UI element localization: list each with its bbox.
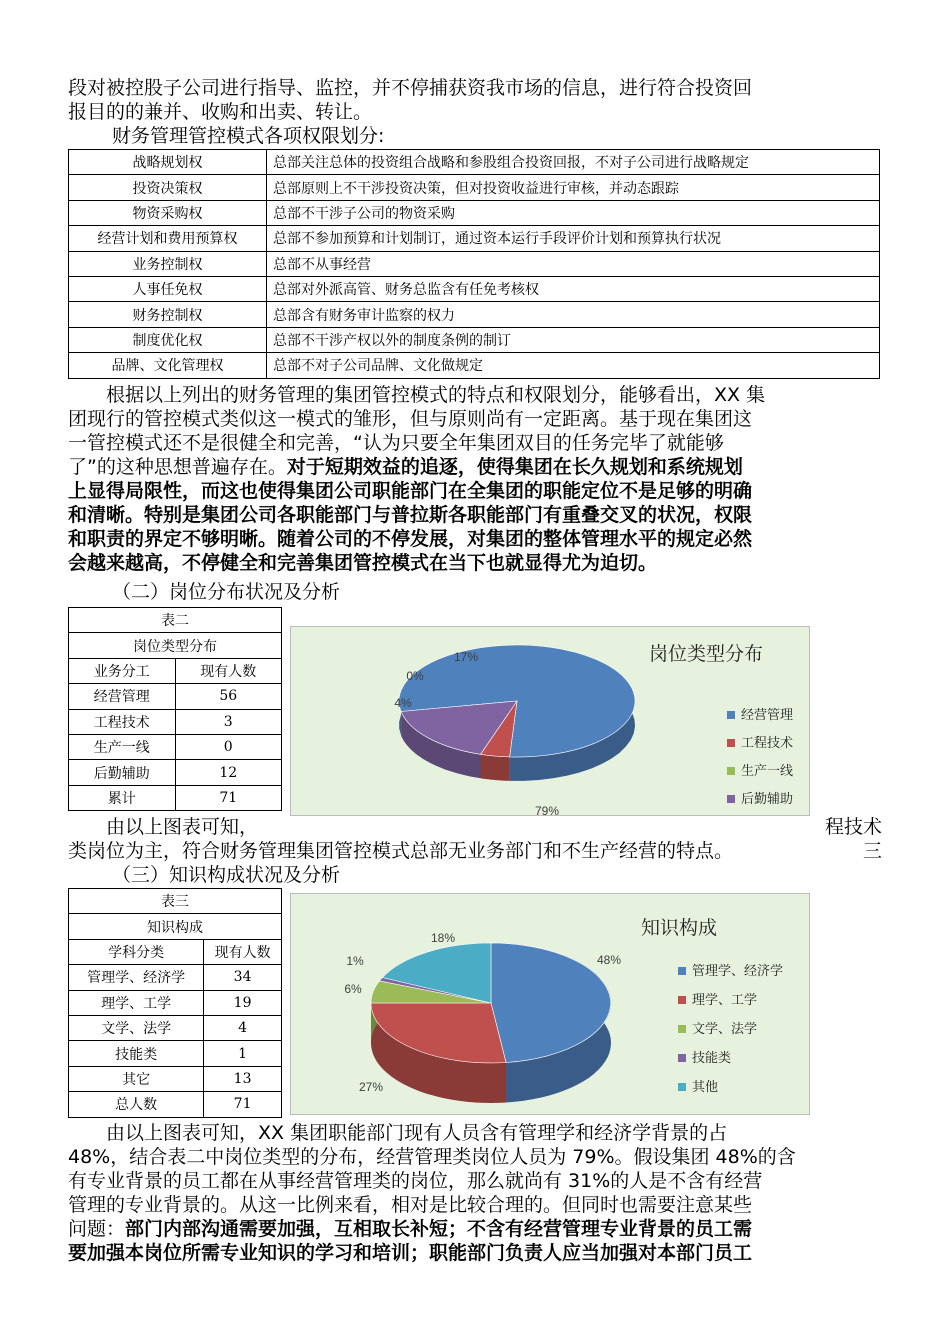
position-table-header-count: 现有人数 [175,658,282,683]
analysis-bold-line-3: 和职责的界定不够明晰。随着公司的不停发展，对集团的整体管理水平的规定必然 [68,528,753,550]
permission-row [69,226,880,251]
legend-entry: 生产一线 [741,764,794,779]
position-table-header-category: 业务分工 [69,658,176,683]
permission-row [69,353,880,378]
table-subtitle-row [69,914,282,939]
permission-description: 总部不从事经营 [267,251,880,276]
analysis-line-3: 一管控模式还不是很健全和完善，“认为只要全年集团双目的任务完毕了就能够 [68,432,724,454]
knowledge-table-row-count: 19 [204,990,282,1015]
table-row [69,684,282,709]
knowledge-table-row-category: 总人数 [69,1092,204,1117]
analysis-line-4-bold: 对于短期效益的追逐，使得集团在长久规划和系统规划 [286,456,743,478]
chart-title: 岗位类型分布 [649,643,764,665]
section-3-analysis-line-6: 要加强本岗位所需专业知识的学习和培训；职能部门负责人应当加强对本部门员工 [68,1242,753,1264]
legend-entry: 后勤辅助 [741,792,794,807]
permissions-table [68,149,880,379]
legend-swatch [678,1083,686,1091]
legend-swatch [678,996,686,1004]
position-table-row-count: 3 [175,709,282,734]
knowledge-table [68,888,282,1118]
permission-right: 品牌、文化管理权 [69,353,267,378]
analysis-bold-line-2: 和清晰。特别是集团公司各职能部门与普拉斯各职能部门有重叠交叉的状况，权限 [68,504,753,526]
legend-entry: 文学、法学 [692,1022,758,1037]
knowledge-pie-svg [291,894,809,1114]
position-table-row-category: 工程技术 [69,709,176,734]
position-table-row-count: 56 [175,684,282,709]
table-row [69,1092,282,1117]
position-table-row-count: 12 [175,760,282,785]
table-row [69,1041,282,1066]
permissions-heading: 财务管理管控模式各项权限划分: [112,125,385,147]
legend-swatch [727,711,735,719]
permission-row [69,175,880,200]
permission-description: 总部关注总体的投资组合战略和参股组合投资回报，不对子公司进行战略规定 [267,150,880,175]
section-2-heading: （二）岗位分布状况及分析 [112,581,341,603]
section-3-analysis-line-4: 管理的专业背景的。从这一比例来看，相对是比较合理的。但同时也需要注意某些 [68,1194,753,1216]
table-subtitle-row [69,633,282,658]
knowledge-table-row-category: 管理学、经济学 [69,965,204,990]
intro-line-1: 段对被控股子公司进行指导、监控，并不停捕获资我市场的信息，进行符合投资回 [68,77,753,99]
knowledge-table-row-count: 71 [204,1092,282,1117]
permission-description: 总部含有财务审计监察的权力 [267,302,880,327]
chart-title: 知识构成 [641,917,718,939]
knowledge-table-row-count: 4 [204,1015,282,1040]
section-3-analysis-line-2: 48%，结合表二中岗位类型的分布，经营管理类岗位人员为 79%。假设集团 48%的含 [68,1146,796,1168]
position-table-row-category: 经营管理 [69,684,176,709]
knowledge-table-row-category: 理学、工学 [69,990,204,1015]
permission-right: 人事任免权 [69,276,267,301]
legend-entry: 理学、工学 [692,993,758,1008]
legend-swatch [727,739,735,747]
analysis-bold-line-4: 会越来越高，不停健全和完善集团管控模式在当下也就显得尤为迫切。 [68,552,658,574]
table-caption-row [69,608,282,633]
permission-description: 总部不对子公司品牌、文化做规定 [267,353,880,378]
permission-row [69,200,880,225]
legend-swatch [678,1054,686,1062]
analysis-line-4-plain: 了”的这种思想普遍存在。 [68,456,287,478]
table-row [69,965,282,990]
knowledge-table-row-category: 其它 [69,1066,204,1091]
legend-swatch [678,967,686,975]
pie-data-label: 48% [596,953,622,967]
knowledge-table-row-category: 文学、法学 [69,1015,204,1040]
section-3-analysis-line-3: 有专业背景的员工都在从事经营管理类的岗位，那么就尚有 31%的人是不含有经营 [68,1170,763,1192]
permission-description: 总部不干涉产权以外的制度条例的制订 [267,327,880,352]
knowledge-table-row-count: 1 [204,1041,282,1066]
permission-row [69,251,880,276]
pie-data-label: 17% [453,650,479,664]
pie-data-label: 4% [394,696,412,710]
permission-right: 业务控制权 [69,251,267,276]
legend-swatch [678,1025,686,1033]
permission-row [69,302,880,327]
knowledge-table-subtitle: 知识构成 [69,914,282,939]
position-table-subtitle: 岗位类型分布 [69,633,282,658]
table-row [69,709,282,734]
analysis-bold-line-1: 上显得局限性，而这也使得集团公司职能部门在全集团的职能定位不是足够的明确 [68,480,753,502]
knowledge-pie-chart [290,893,810,1115]
permission-right: 战略规划权 [69,150,267,175]
table-row [69,760,282,785]
knowledge-table-row-count: 13 [204,1066,282,1091]
pie-data-label: 27% [358,1080,384,1094]
permission-right: 制度优化权 [69,327,267,352]
table-row [69,1015,282,1040]
position-table [68,607,282,811]
position-pie-svg [291,627,809,815]
section-2-summary-line-2: 类岗位为主，符合财务管理集团管控模式总部无业务部门和不生产经营的特点。 [68,840,734,862]
table-row [69,785,282,810]
section-3-analysis-line-1: 由以上图表可知，XX 集团职能部门现有人员含有管理学和经济学背景的占 [106,1122,728,1144]
permission-description: 总部不干涉子公司的物资采购 [267,200,880,225]
legend-entry: 工程技术 [741,736,794,751]
analysis-line-4 [68,455,880,479]
table-caption-row [69,889,282,914]
permission-right: 投资决策权 [69,175,267,200]
legend-entry: 管理学、经济学 [692,964,784,979]
knowledge-table-header-category: 学科分类 [69,939,204,964]
section-3-analysis-line-5 [68,1217,880,1241]
pie-data-label: 18% [430,931,456,945]
knowledge-table-row-count: 34 [204,965,282,990]
position-table-caption: 表二 [69,608,282,633]
pie-data-label: 1% [346,954,364,968]
position-pie-chart [290,626,810,816]
permission-row [69,327,880,352]
legend-entry: 经营管理 [741,708,794,723]
analysis-line-2: 团现行的管控模式类似这一模式的雏形，但与原则尚有一定距离。基于现在集团这 [68,408,753,430]
pie-data-label: 6% [344,982,362,996]
section-2-summary-right: 程技术三 [824,816,882,862]
permission-row [69,150,880,175]
position-table-row-count: 71 [175,785,282,810]
table-row [69,990,282,1015]
position-table-row-count: 0 [175,734,282,759]
permission-description: 总部原则上不干涉投资决策，但对投资收益进行审核，并动态跟踪 [267,175,880,200]
section-3-line-5-plain: 问题： [68,1218,126,1240]
permission-right: 财务控制权 [69,302,267,327]
position-table-row-category: 后勤辅助 [69,760,176,785]
analysis-line-1: 根据以上列出的财务管理的集团管控模式的特点和权限划分，能够看出，XX 集 [106,384,766,406]
pie-data-label: 0% [406,669,424,683]
permission-row [69,276,880,301]
pie-side-1 [481,754,510,781]
knowledge-table-row-category: 技能类 [69,1041,204,1066]
table-header-row [69,658,282,683]
table-row [69,1066,282,1091]
intro-line-2: 报目的的兼并、收购和出卖、转让。 [68,101,373,123]
pie-data-label: 79% [534,804,560,815]
section-3-heading: （三）知识构成状况及分析 [112,864,341,886]
permission-description: 总部不参加预算和计划制订，通过资本运行手段评价计划和预算执行状况 [267,226,880,251]
table-header-row [69,939,282,964]
section-2-summary-left: 由以上图表可知， [106,816,259,838]
knowledge-table-caption: 表三 [69,889,282,914]
legend-entry: 技能类 [692,1051,732,1066]
legend-entry: 其他 [692,1080,719,1095]
position-table-row-category: 累计 [69,785,176,810]
legend-swatch [727,767,735,775]
knowledge-table-header-count: 现有人数 [204,939,282,964]
permission-right: 物资采购权 [69,200,267,225]
legend-swatch [727,795,735,803]
table-row [69,734,282,759]
permission-right: 经营计划和费用预算权 [69,226,267,251]
position-table-row-category: 生产一线 [69,734,176,759]
permission-description: 总部对外派高管、财务总监含有任免考核权 [267,276,880,301]
section-3-line-5-bold: 部门内部沟通需要加强，互相取长补短；不含有经营管理专业背景的员工需 [125,1218,753,1240]
